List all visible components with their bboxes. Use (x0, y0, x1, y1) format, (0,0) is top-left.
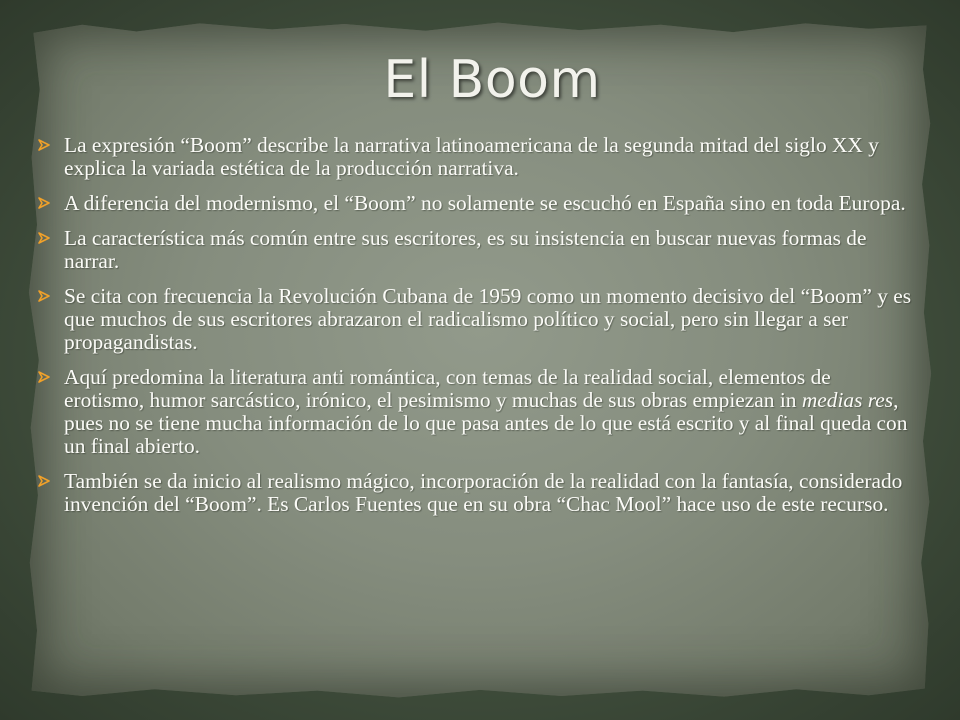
bullet-item (36, 470, 916, 516)
arrowhead-bullet-icon (38, 197, 50, 209)
bullet-item (36, 227, 916, 273)
bullet-text-part: Aquí predomina la literatura anti romántica, con temas de la realidad social, elementos de erotismo, humor sarcástico, irónico, el pesimismo y muchas de sus obras empiezan in (64, 365, 831, 412)
bullet-text: La expresión “Boom” describe la narrativa latinoamericana de la segunda mitad del siglo XX y explica la variada estética de la producción narrativa. (64, 133, 879, 180)
bullet-text: Se cita con frecuencia la Revolución Cubana de 1959 como un momento decisivo del “Boom” y es que muchos de sus escritores abrazaron el radicalismo político y social, pero sin llegar a ser propagandistas. (64, 284, 912, 354)
arrowhead-bullet-icon (38, 290, 50, 302)
bullet-item (36, 192, 916, 215)
bullet-text: La característica más común entre sus escritores, es su insistencia en buscar nuevas formas de narrar. (64, 226, 867, 273)
bullet-list (36, 134, 916, 528)
bullet-item (36, 366, 916, 458)
bullet-item (36, 134, 916, 180)
bullet-item (36, 285, 916, 354)
bullet-text (64, 365, 907, 458)
bullet-text: A diferencia del modernismo, el “Boom” no solamente se escuchó en España sino en toda Europa. (64, 191, 906, 215)
arrowhead-bullet-icon (38, 371, 50, 383)
slide-title: El Boom (383, 50, 601, 110)
arrowhead-bullet-icon (38, 139, 50, 151)
bullet-text: También se da inicio al realismo mágico, incorporación de la realidad con la fantasía, considerado invención del “Boom”. Es Carlos Fuentes que en su obra “Chac Mool” hace uso de este recurso. (64, 469, 903, 516)
arrowhead-bullet-icon (38, 475, 50, 487)
bullet-text-part: , pues no se tiene mucha información de lo que pasa antes de lo que está escrito y al final queda con un final abierto. (64, 388, 908, 458)
arrowhead-bullet-icon (38, 232, 50, 244)
bullet-text-italic: medias res (801, 388, 894, 412)
